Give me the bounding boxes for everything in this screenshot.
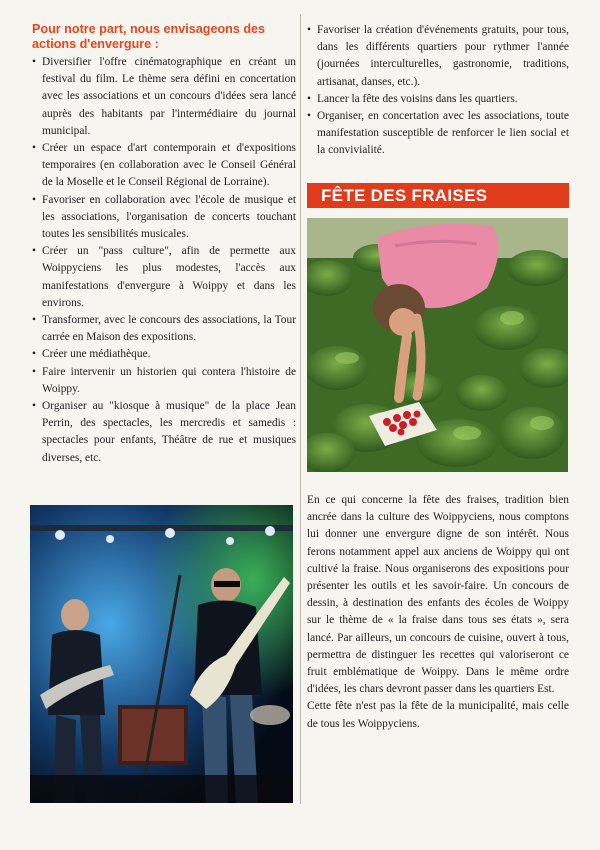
list-item: • Lancer la fête des voisins dans les quartiers. bbox=[307, 91, 569, 108]
list-item: • Créer une médiathèque. bbox=[32, 346, 296, 363]
right-column bbox=[307, 22, 569, 160]
list-item: • Diversifier l'offre cinématographique en créant un festival du film. Le thème sera défini en concertation avec les associations et un concours d'idées sera lancé auprès des habitants par l'intermédiaire du journal municipal. bbox=[32, 54, 296, 140]
right-bullet-list bbox=[307, 22, 569, 160]
list-item: • Créer un "pass culture", afin de permette aux Woippyciens les plus modestes, l'accès aux manifestations d'envergure à Woippy et dans les environs. bbox=[32, 243, 296, 312]
strawberry-picking-photo bbox=[307, 218, 568, 472]
list-item: • Organiser au "kiosque à musique" de la place Jean Perrin, des spectacles, les mercredis et samedis : spectacles pour enfants, Théâtre de rue et musiques diverses, etc. bbox=[32, 398, 296, 467]
list-item: • Organiser, en concertation avec les associations, toute manifestation susceptible de renforcer le lien social et la convivialité. bbox=[307, 108, 569, 160]
concert-band-photo bbox=[30, 505, 293, 803]
list-item: • Favoriser la création d'événements gratuits, pour tous, dans les différents quartiers pour rythmer l'année (journées interculturelles, gastronomie, traditions, artisanat, danses, etc.). bbox=[307, 22, 569, 91]
section-heading: Pour notre part, nous envisageons des actions d'envergure : bbox=[32, 22, 266, 51]
list-item: • Faire intervenir un historien qui contera l'histoire de Woippy. bbox=[32, 364, 296, 398]
left-column bbox=[32, 22, 296, 467]
list-item: • Créer un espace d'art contemporain et d'expositions temporaires (en collaboration avec le Conseil Général de la Moselle et le Conseil Régional de Lorraine). bbox=[32, 140, 296, 192]
paragraph: En ce qui concerne la fête des fraises, tradition bien ancrée dans la culture des Woippyciens, nous comptons lui donner une envergure digne de son intérêt. Nous ferons notamment appel aux anciens de Woippy qui ont cultivé la fraise. Nous organiserons des expositions pour présenter les outils et les savoir-faire. Un concours de dessin, à destination des enfants des écoles de Woippy sur le thème de « la fraise dans tous ses états », sera lancé. Par ailleurs, un concours de cuisine, ouvert à tous, permettra de distinguer les recettes qui valoriseront ce fruit emblématique de Woippy. Dans le même ordre d'idées, les chars devront passer dans les quartiers Est. bbox=[307, 494, 569, 696]
list-item: • Favoriser en collaboration avec l'école de musique et les associations, l'organisation de concerts touchant toutes les sensibilités musicales. bbox=[32, 192, 296, 244]
list-item: • Transformer, avec le concours des associations, la Tour carrée en Maison des expositions. bbox=[32, 312, 296, 346]
paragraph: Cette fête n'est pas la fête de la municipalité, mais celle de tous les Woippyciens. bbox=[307, 700, 569, 730]
column-divider bbox=[300, 14, 301, 804]
section-banner: FÊTE DES FRAISES bbox=[307, 183, 569, 208]
left-bullet-list bbox=[32, 54, 296, 467]
strawberry-festival-text bbox=[307, 492, 569, 733]
